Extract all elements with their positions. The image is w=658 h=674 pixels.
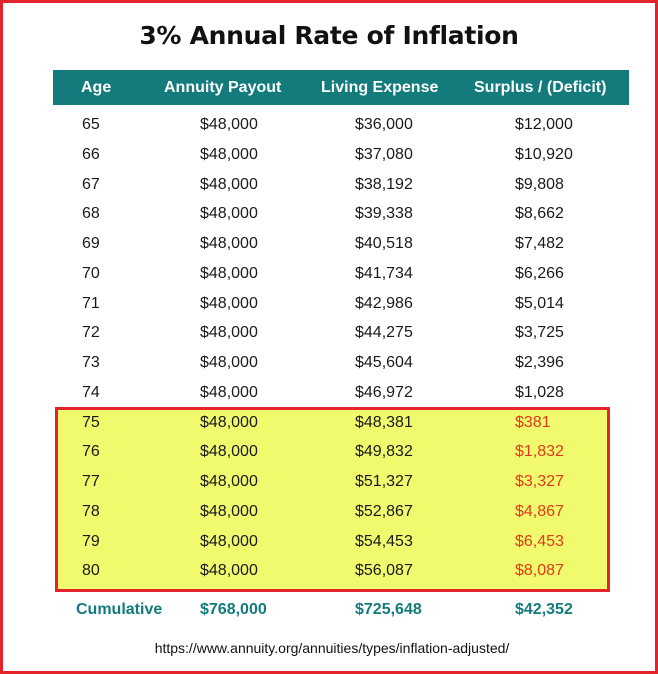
- cumulative-label: Cumulative: [76, 601, 163, 618]
- cell-surplus-deficit: $8,087: [515, 562, 564, 580]
- cell-age: 66: [82, 145, 100, 163]
- table-row: [3, 468, 655, 498]
- cell-living-expense: $56,087: [355, 562, 413, 580]
- cell-annuity-payout: $48,000: [200, 354, 258, 371]
- cell-living-expense: $39,338: [355, 205, 413, 223]
- cell-age: 69: [82, 235, 100, 252]
- cell-annuity-payout: $48,000: [200, 473, 258, 490]
- table-row: [3, 200, 655, 230]
- cell-annuity-payout: $48,000: [200, 324, 258, 342]
- cell-age: 80: [82, 562, 100, 580]
- table-row: [3, 379, 655, 409]
- table-row: [3, 290, 655, 320]
- cell-annuity-payout: $48,000: [200, 145, 258, 163]
- header-age: Age: [81, 79, 112, 96]
- cumulative-row: [3, 601, 655, 623]
- source-link[interactable]: https://www.annuity.org/annuities/types/inflation-adjusted/: [154, 640, 510, 656]
- header-annuity-payout: Annuity Payout: [164, 79, 282, 96]
- cell-surplus-deficit: $1,832: [515, 443, 564, 461]
- cell-age: 71: [82, 294, 100, 312]
- cell-surplus-deficit: $7,482: [515, 235, 564, 252]
- cell-age: 77: [82, 473, 100, 490]
- cell-surplus-deficit: $6,266: [515, 264, 564, 282]
- table-row: [3, 498, 655, 528]
- cell-surplus-deficit: $3,725: [515, 324, 564, 342]
- header-living-expense: Living Expense: [321, 79, 439, 96]
- cell-surplus-deficit: $8,662: [515, 205, 564, 223]
- cell-living-expense: $41,734: [355, 264, 413, 282]
- cell-living-expense: $49,832: [355, 443, 413, 461]
- table-row: [3, 557, 655, 587]
- cell-surplus-deficit: $4,867: [515, 502, 564, 520]
- cell-surplus-deficit: $10,920: [515, 145, 573, 163]
- cell-age: 70: [82, 264, 100, 282]
- cell-living-expense: $42,986: [355, 294, 413, 312]
- cell-annuity-payout: $48,000: [200, 443, 258, 461]
- cell-age: 74: [82, 383, 100, 401]
- cell-age: 75: [82, 413, 100, 431]
- cell-living-expense: $48,381: [355, 413, 413, 431]
- cell-living-expense: $51,327: [355, 473, 413, 490]
- cell-living-expense: $36,000: [355, 116, 413, 133]
- cell-annuity-payout: $48,000: [200, 562, 258, 580]
- table-row: [3, 528, 655, 558]
- cell-surplus-deficit: $2,396: [515, 354, 564, 371]
- cell-living-expense: $54,453: [355, 532, 413, 550]
- cell-living-expense: $44,275: [355, 324, 413, 342]
- cell-living-expense: $37,080: [355, 145, 413, 163]
- cell-annuity-payout: $48,000: [200, 175, 258, 193]
- table-body: [3, 111, 655, 587]
- cell-age: 65: [82, 116, 100, 133]
- cell-annuity-payout: $48,000: [200, 383, 258, 401]
- cell-age: 67: [82, 175, 100, 193]
- cell-annuity-payout: $48,000: [200, 205, 258, 223]
- cell-living-expense: $40,518: [355, 235, 413, 252]
- table-row: [3, 230, 655, 260]
- cell-living-expense: $38,192: [355, 175, 413, 193]
- cell-age: 68: [82, 205, 100, 223]
- table-row: [3, 111, 655, 141]
- cell-annuity-payout: $48,000: [200, 116, 258, 133]
- cell-age: 72: [82, 324, 100, 342]
- cell-annuity-payout: $48,000: [200, 502, 258, 520]
- table-row: [3, 141, 655, 171]
- cell-surplus-deficit: $1,028: [515, 383, 564, 401]
- cell-surplus-deficit: $5,014: [515, 294, 564, 312]
- cell-annuity-payout: $48,000: [200, 532, 258, 550]
- table-row: [3, 438, 655, 468]
- table-title: 3% Annual Rate of Inflation: [139, 21, 519, 50]
- cell-age: 79: [82, 532, 100, 550]
- cell-surplus-deficit: $6,453: [515, 532, 564, 550]
- cell-living-expense: $45,604: [355, 354, 413, 371]
- table-row: [3, 349, 655, 379]
- cell-annuity-payout: $48,000: [200, 413, 258, 431]
- cell-surplus-deficit: $9,808: [515, 175, 564, 193]
- cell-annuity-payout: $48,000: [200, 264, 258, 282]
- table-row: [3, 319, 655, 349]
- cumulative-expense: $725,648: [355, 601, 422, 618]
- cell-age: 73: [82, 354, 100, 371]
- table-row: [3, 260, 655, 290]
- header-surplus-deficit: Surplus / (Deficit): [474, 79, 607, 96]
- cell-surplus-deficit: $12,000: [515, 116, 573, 133]
- cell-surplus-deficit: $3,327: [515, 473, 564, 490]
- cell-surplus-deficit: $381: [515, 413, 551, 431]
- cell-annuity-payout: $48,000: [200, 294, 258, 312]
- cell-age: 78: [82, 502, 100, 520]
- cell-annuity-payout: $48,000: [200, 235, 258, 252]
- cell-living-expense: $52,867: [355, 502, 413, 520]
- cumulative-surplus: $42,352: [515, 601, 573, 618]
- cell-living-expense: $46,972: [355, 383, 413, 401]
- table-row: [3, 409, 655, 439]
- table-row: [3, 171, 655, 201]
- table-header: [53, 70, 629, 105]
- cumulative-payout: $768,000: [200, 601, 267, 618]
- cell-age: 76: [82, 443, 100, 461]
